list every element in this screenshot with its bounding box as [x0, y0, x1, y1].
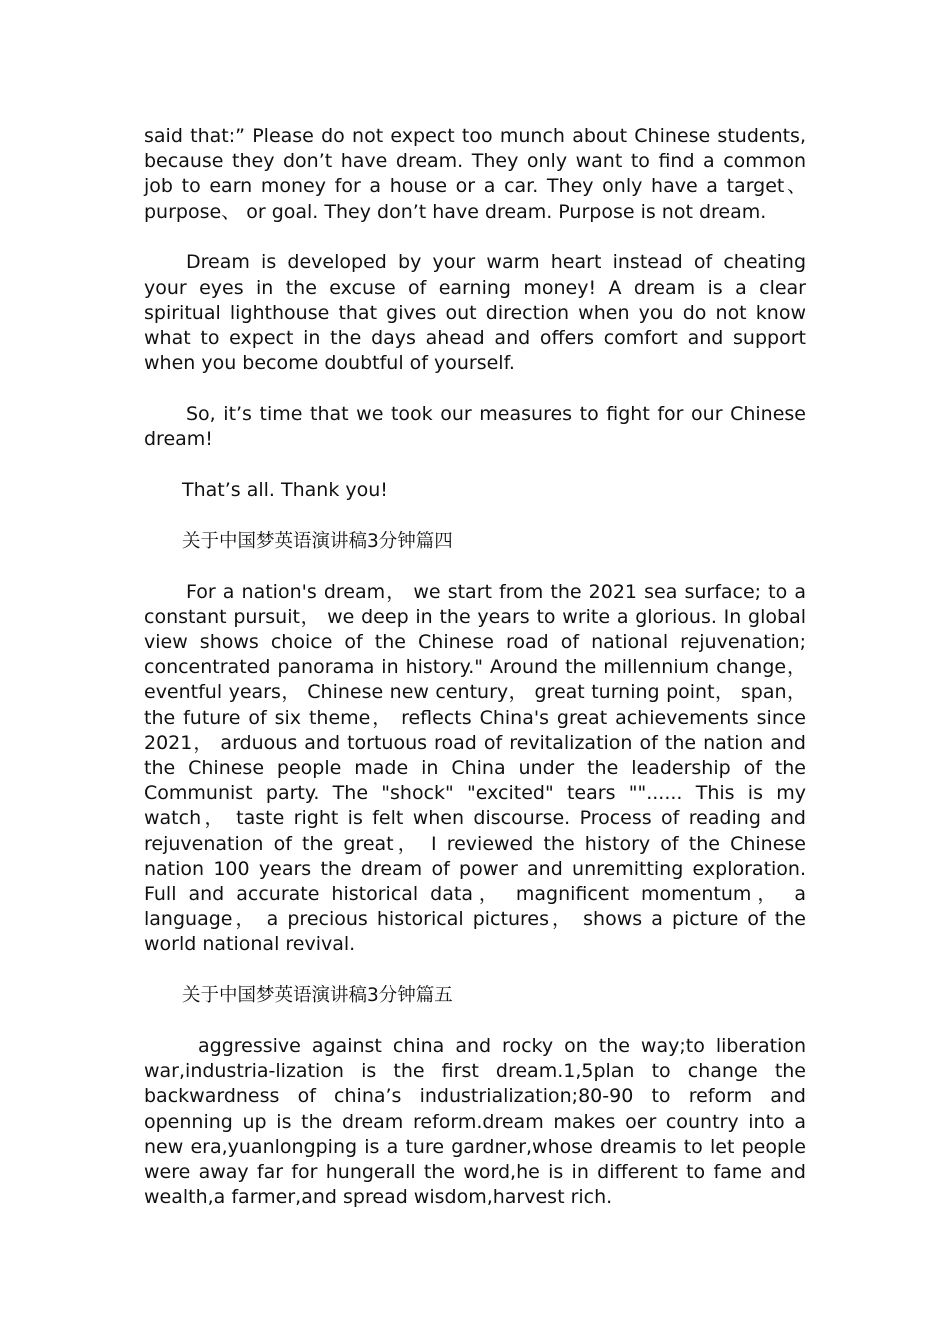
document-page [144, 124, 806, 1236]
section-heading-4: 关于中国梦英语演讲稿3分钟篇四 [182, 530, 453, 552]
paragraph-dream-lighthouse: Dream is developed by your warm heart instead of cheating your eyes in the excuse of earning money! A dream is a clear spiritual lighthouse that gives out direction when you do not know what to expect in the days ahead and offers comfort and support when you become doubtful of yourself. [144, 251, 806, 375]
paragraph-chinese-students-quote: said that:” Please do not expect too munch about Chinese students, because they don’t have dream. They only want to find a common job to earn money for a house or a car. They only have a target、 purpose、 or goal. They don’t have dream. Purpose is not dream. [144, 125, 806, 223]
paragraph-fight-for-dream: So, it’s time that we took our measures to fight for our Chinese dream! [144, 403, 806, 451]
paragraph-nations-dream: For a nation's dream， we start from the 2021 sea surface; to a constant pursuit， we deep in the years to write a glorious. In global view shows choice of the Chinese road of national rejuvenation; concentrated panorama in history." Around the millennium change， eventful years， Chinese new century， great turning point， span， the future of six theme， reflects China's great achievements since 2021， arduous and tortuous road of revitalization of the nation and the Chinese people made in China under the leadership of the Communist party. The "shock" "excited" tears ""...... This is my watch， taste right is felt when discourse. Process of reading and rejuvenation of the great， I reviewed the history of the Chinese nation 100 years the dream of power and unremitting exploration. Full and accurate historical data， magnificent momentum， a language， a precious historical pictures， shows a picture of the world national revival. [144, 580, 806, 956]
paragraph-liberation-war: aggressive against china and rocky on the way;to liberation war,industria-lization is the first dream.1,5plan to change the backwardness of china’s industrialization;80-90 to reform and openning up is the dream reform.dream makes oer country into a new era,yuanlongping is a ture gardner,whose dreamis to let people were away far for hungerall the word,he is in different to fame and wealth,a farmer,and spread wisdom,harvest rich. [144, 1035, 806, 1209]
section-heading-5: 关于中国梦英语演讲稿3分钟篇五 [182, 985, 453, 1007]
paragraph-thank-you: That’s all. Thank you! [182, 479, 388, 502]
